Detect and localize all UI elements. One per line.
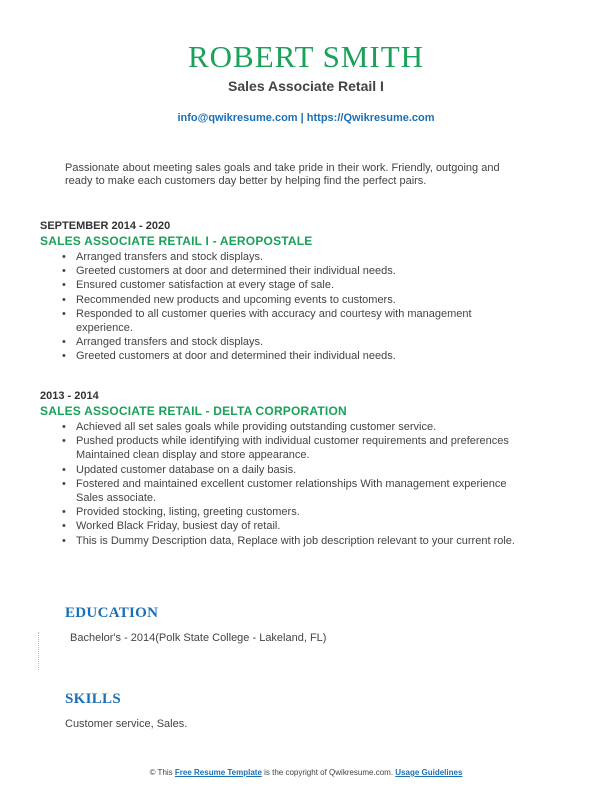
skills-heading: SKILLS [65, 691, 121, 707]
free-resume-template-link[interactable]: Free Resume Template [174, 768, 262, 777]
contact-line [0, 112, 612, 124]
job-bullets [40, 250, 520, 364]
job-bullet: • Fostered and maintained excellent customer relationships With management experience Sales associate. [62, 477, 520, 505]
job-date: SEPTEMBER 2014 - 2020 [40, 220, 171, 232]
experience-entry-2 [40, 390, 520, 548]
job-bullet: • Provided stocking, listing, greeting customers. [62, 505, 520, 519]
job-bullet: • Worked Black Friday, busiest day of retail. [62, 519, 520, 533]
job-bullet: • Arranged transfers and stock displays. [62, 335, 520, 349]
email-link[interactable]: info@qwikresume.com [177, 112, 298, 124]
experience-entry-1 [40, 220, 520, 364]
job-bullet: • Greeted customers at door and determined their individual needs. [62, 349, 520, 363]
candidate-role: Sales Associate Retail I [228, 78, 384, 94]
footer-copyright [0, 768, 612, 777]
website-link[interactable]: https://Qwikresume.com [306, 112, 435, 124]
footer-prefix: © This [149, 768, 175, 777]
job-bullets [40, 420, 520, 548]
footer-middle: is the copyright of Qwikresume.com. [261, 768, 396, 777]
job-bullet: • Responded to all customer queries with accuracy and courtesy with management experience. [62, 307, 520, 335]
usage-guidelines-link[interactable]: Usage Guidelines [395, 768, 463, 777]
job-bullet: • Achieved all set sales goals while providing outstanding customer service. [62, 420, 520, 434]
summary-paragraph: Passionate about meeting sales goals and take pride in their work. Friendly, outgoing and ready to make each customers day better by helping find the perfect pairs. [65, 162, 500, 187]
education-divider [38, 632, 39, 670]
education-entry: Bachelor's - 2014(Polk State College - Lakeland, FL) [70, 632, 327, 644]
job-bullet: • Pushed products while identifying with individual customer requirements and preferences Maintained clean display and store appearance. [62, 434, 520, 462]
job-bullet: • Recommended new products and upcoming events to customers. [62, 293, 520, 307]
job-title: SALES ASSOCIATE RETAIL I - AEROPOSTALE [40, 234, 313, 248]
candidate-name: ROBERT SMITH [187, 39, 425, 74]
job-bullet: • Arranged transfers and stock displays. [62, 250, 520, 264]
skills-text: Customer service, Sales. [65, 718, 188, 730]
job-bullet: • Ensured customer satisfaction at every stage of sale. [62, 278, 520, 292]
job-bullet: • Greeted customers at door and determined their individual needs. [62, 264, 520, 278]
job-title: SALES ASSOCIATE RETAIL - DELTA CORPORATION [40, 404, 347, 418]
job-date: 2013 - 2014 [40, 390, 99, 402]
job-bullet: • Updated customer database on a daily basis. [62, 463, 520, 477]
contact-separator: | [297, 112, 307, 124]
education-heading: EDUCATION [65, 605, 159, 621]
job-bullet: • This is Dummy Description data, Replace with job description relevant to your current role. [62, 534, 520, 548]
